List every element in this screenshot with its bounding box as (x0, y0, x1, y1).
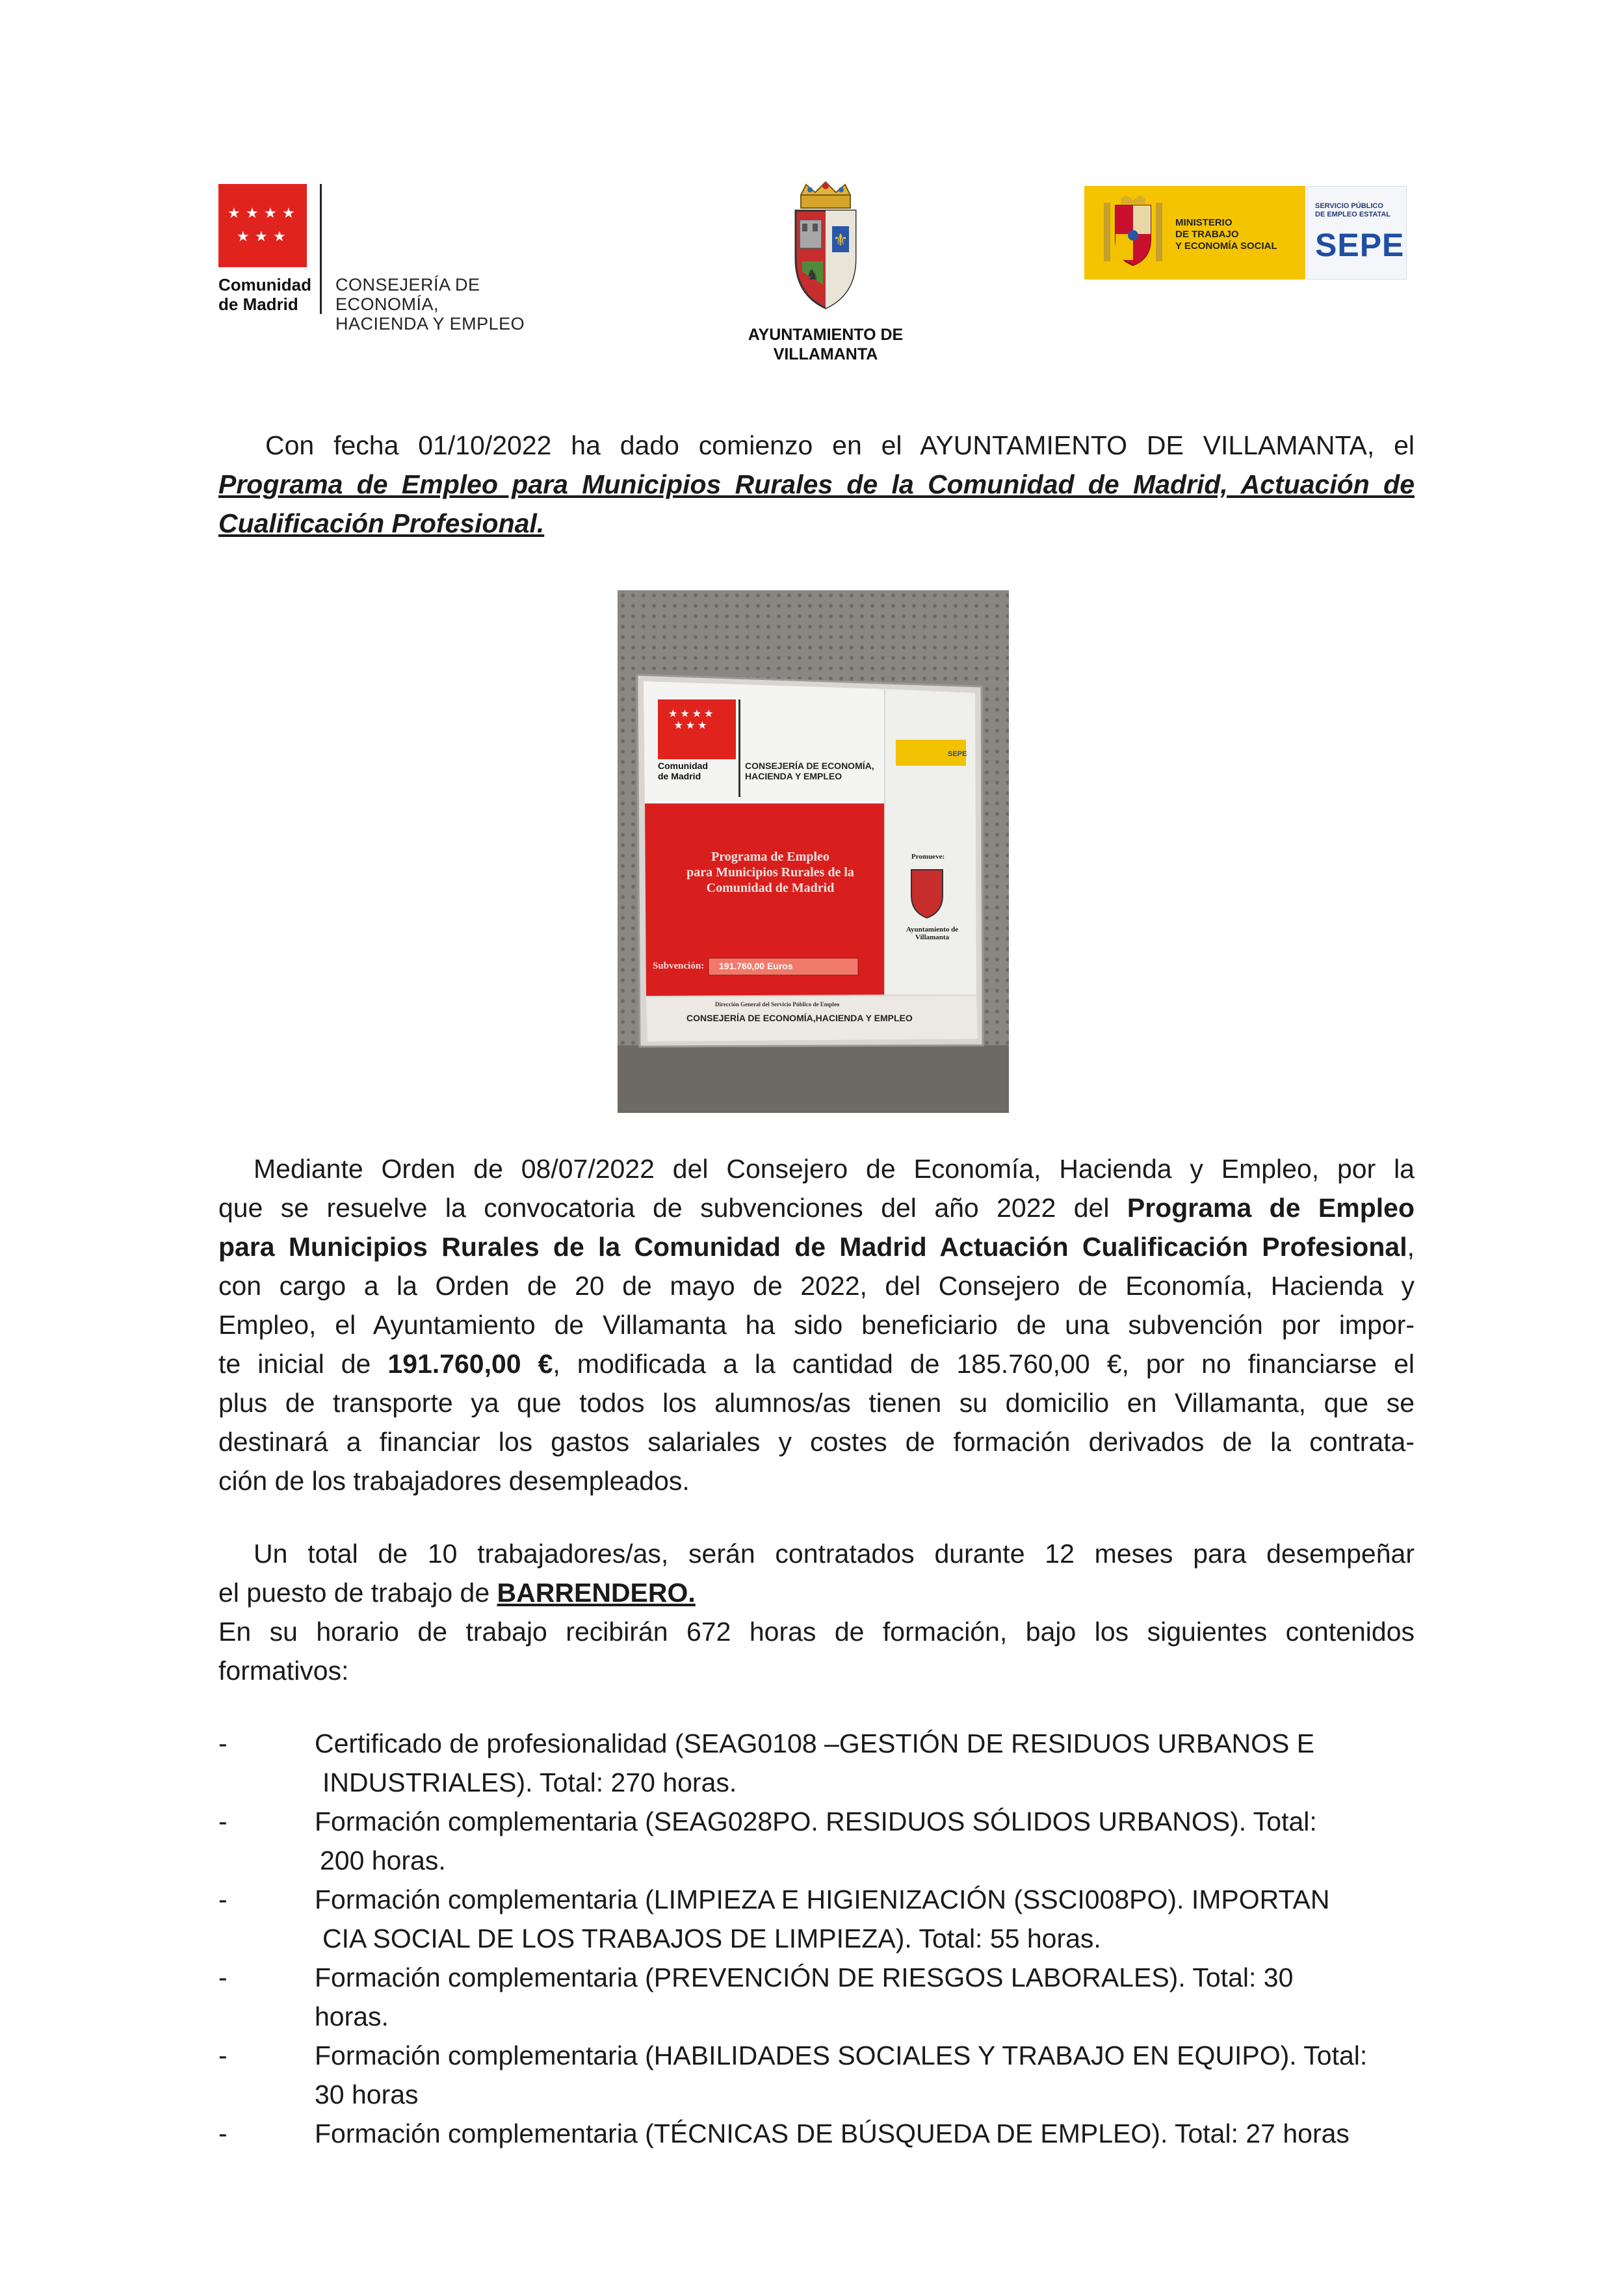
para2-line6: te inicial de 191.760,00 €, modificada a la cantidad de 185.760,00 €, por no financiarse el (218, 1349, 1415, 1379)
sign-footer-small: Dirección General del Servicio Público de Empleo (715, 1001, 840, 1008)
para2-line4: con cargo a la Orden de 20 de mayo de 2022, del Consejero de Economía, Hacienda y (218, 1271, 1415, 1301)
para2-line9: ción de los trabajadores desempleados. (218, 1466, 690, 1496)
sign-cm-name: Comunidad de Madrid (658, 761, 708, 781)
sign-ayto: Ayuntamiento de Villamanta (906, 926, 959, 941)
sign-title: Programa de Empleo para Municipios Rurales de la Comunidad de Madrid (686, 850, 854, 895)
svg-text:♞: ♞ (806, 267, 819, 283)
logo-divider (320, 184, 322, 314)
para3-line2: el puesto de trabajo de BARRENDERO. (218, 1578, 696, 1608)
para2-line1: Mediante Orden de 08/07/2022 del Consejero de Economía, Hacienda y Empleo, por la (254, 1154, 1415, 1184)
para3-line1: Un total de 10 trabajadores/as, serán contratados durante 12 meses para desempeñar (254, 1539, 1415, 1569)
sign-subvencion-value: 191.760,00 Euros (719, 961, 793, 971)
sign-promueve: Promueve: (911, 853, 945, 861)
para2-line3: para Municipios Rurales de la Comunidad de Madrid Actuación Cualificación Profesional, (218, 1232, 1415, 1262)
intro-program-line1: Programa de Empleo para Municipios Rurales de la Comunidad de Madrid, Actuación de (218, 469, 1415, 499)
sign-dept: CONSEJERÍA DE ECONOMÍA, HACIENDA Y EMPLEO (745, 761, 874, 781)
consejeria-name: CONSEJERÍA DE ECONOMÍA, HACIENDA Y EMPLEO (335, 275, 525, 333)
para3-line4: formativos: (218, 1656, 349, 1686)
intro-program-line2: Cualificación Profesional. (218, 508, 545, 538)
para2-line7: plus de transporte ya que todos los alumnos/as tienen su domicilio en Villamanta, que se (218, 1388, 1415, 1418)
program-sign-photo (618, 590, 1009, 1113)
sepe-wordmark: SEPE (1315, 227, 1405, 263)
ayuntamiento-logo (728, 181, 923, 376)
comunidad-madrid-name: Comunidad de Madrid (218, 275, 311, 314)
svg-text:⚜: ⚜ (833, 230, 848, 250)
para2-line5: Empleo, el Ayuntamiento de Villamanta ha sido beneficiario de una subvención por impor- (218, 1310, 1415, 1340)
para2-line8: destinará a financiar los gastos salariales y costes de formación derivados de la contrata- (218, 1427, 1415, 1457)
ministerio-sepe-logo (1084, 186, 1407, 280)
ministerio-name: MINISTERIO DE TRABAJO Y ECONOMÍA SOCIAL (1175, 217, 1277, 252)
comunidad-madrid-logo (218, 184, 582, 333)
sign-sepe: SEPE (948, 750, 967, 758)
sign-cm-star-icon: ★★★★ ★★★ (668, 709, 716, 731)
sign-subvencion-label: Subvención: (653, 961, 705, 971)
para3-line3: En su horario de trabajo recibirán 672 horas de formación, bajo los siguientes contenidos (218, 1617, 1415, 1647)
spain-coat-of-arms-icon (1097, 194, 1169, 272)
villamanta-coat-of-arms-icon (787, 181, 865, 311)
ayuntamiento-name: AYUNTAMIENTO DE VILLAMANTA (748, 326, 904, 363)
intro-lead-line: Con fecha 01/10/2022 ha dado comienzo en el AYUNTAMIENTO DE VILLAMANTA, el (265, 430, 1415, 460)
sepe-block (1307, 186, 1407, 280)
sepe-subtitle: SERVICIO PÚBLICO DE EMPLEO ESTATAL (1315, 202, 1391, 218)
para2-line2: que se resuelve la convocatoria de subvenciones del año 2022 del Programa de Empleo (218, 1193, 1415, 1223)
sign-footer-big: CONSEJERÍA DE ECONOMÍA,HACIENDA Y EMPLEO (686, 1013, 913, 1023)
ministerio-block (1084, 186, 1305, 280)
madrid-flag-icon: ★ ★ ★ ★ ★ ★ ★ (218, 184, 307, 267)
